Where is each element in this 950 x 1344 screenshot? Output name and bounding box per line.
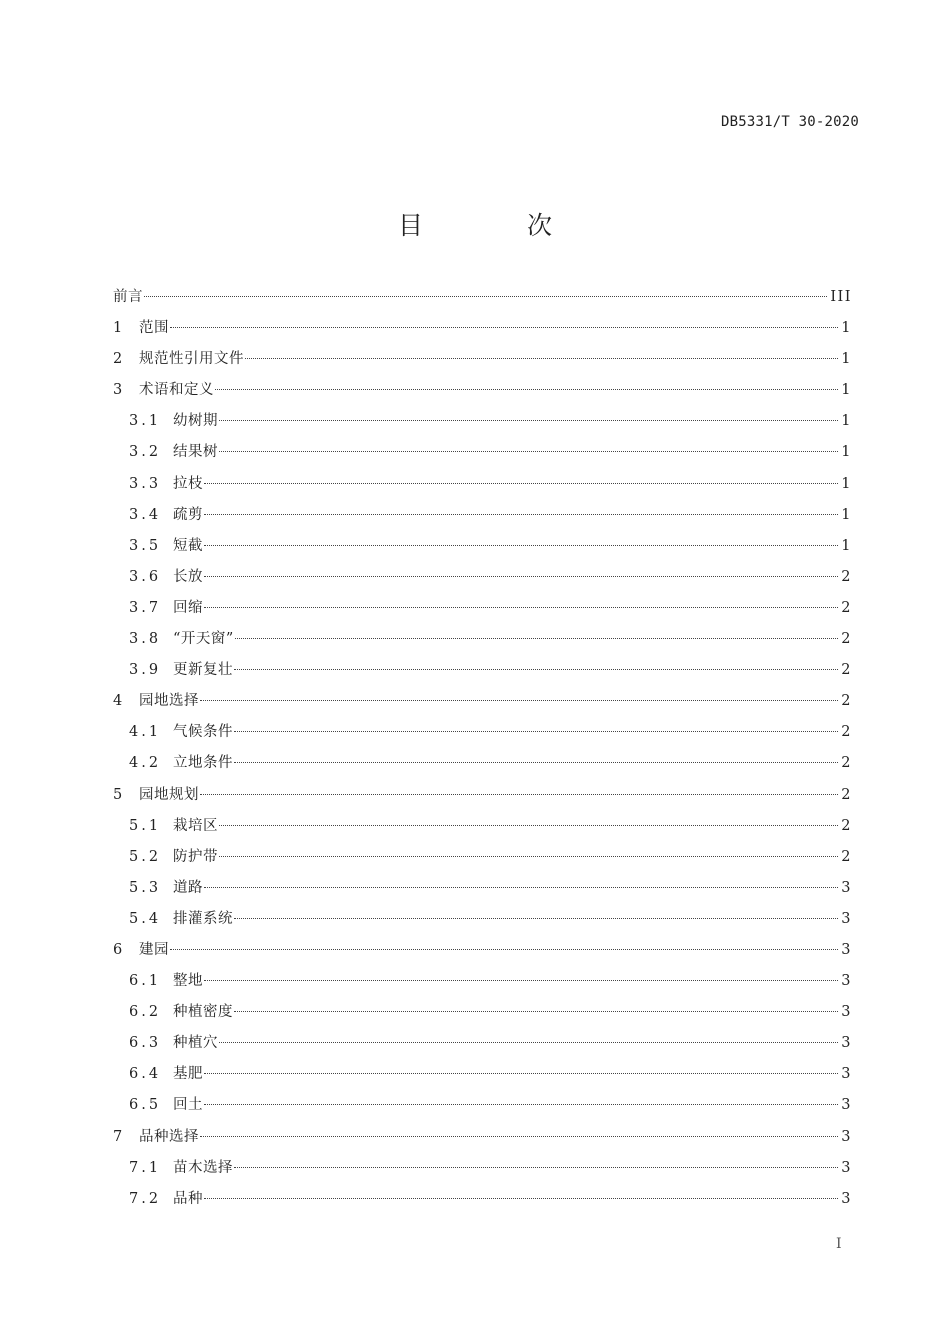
- toc-entry-title: 范围: [139, 320, 169, 337]
- toc-entry[interactable]: [113, 655, 852, 686]
- toc-entry-page: 3: [841, 1004, 852, 1021]
- toc-entry-number: 4.2: [129, 755, 162, 772]
- toc-entry-title: 种植穴: [173, 1035, 218, 1052]
- toc-leader-dots: [219, 856, 838, 857]
- table-of-contents: [113, 282, 852, 1215]
- toc-entry-page: 2: [841, 599, 852, 616]
- toc-entry-page: 2: [841, 568, 852, 585]
- toc-entry-page: 3: [841, 1035, 852, 1052]
- toc-leader-dots: [234, 731, 838, 732]
- toc-leader-dots: [204, 545, 838, 546]
- toc-leader-dots: [204, 1198, 838, 1199]
- toc-entry-number: 2: [113, 351, 126, 368]
- toc-entry[interactable]: [113, 500, 852, 531]
- toc-entry[interactable]: [113, 344, 852, 375]
- toc-entry-page: 2: [841, 662, 852, 679]
- toc-entry-number: 3.7: [129, 599, 162, 616]
- toc-entry-title: 整地: [173, 973, 203, 990]
- toc-entry-number: 7.1: [129, 1159, 162, 1176]
- toc-entry-number: 6.5: [129, 1097, 162, 1114]
- toc-entry[interactable]: [113, 593, 852, 624]
- toc-entry-page: 3: [841, 1190, 852, 1207]
- toc-entry-title: 回缩: [173, 599, 203, 616]
- toc-entry-number: 5.1: [129, 817, 162, 834]
- toc-entry-number: 4: [113, 693, 126, 710]
- toc-entry-page: 2: [841, 786, 852, 803]
- toc-entry-page: 3: [841, 1097, 852, 1114]
- toc-entry[interactable]: [113, 780, 852, 811]
- toc-entry-title: 规范性引用文件: [139, 351, 244, 368]
- toc-leader-dots: [204, 607, 838, 608]
- toc-leader-dots: [234, 918, 838, 919]
- toc-entry-number: 5.4: [129, 910, 162, 927]
- toc-entry-page: 2: [841, 724, 852, 741]
- toc-entry-number: 6.3: [129, 1035, 162, 1052]
- toc-entry-number: 1: [113, 320, 126, 337]
- toc-entry-number: 6.2: [129, 1004, 162, 1021]
- toc-entry-number: 3: [113, 382, 126, 399]
- page-title: 目 次: [398, 211, 600, 240]
- toc-leader-dots: [170, 949, 838, 950]
- toc-entry[interactable]: [113, 313, 852, 344]
- toc-entry[interactable]: [113, 748, 852, 779]
- toc-leader-dots: [200, 1136, 838, 1137]
- toc-entry[interactable]: [113, 1090, 852, 1121]
- toc-entry-page: 1: [841, 506, 852, 523]
- toc-leader-dots: [204, 514, 838, 515]
- toc-entry-page: III: [830, 289, 852, 305]
- toc-entry[interactable]: [113, 935, 852, 966]
- toc-entry-number: 5.3: [129, 879, 162, 896]
- toc-entry[interactable]: [113, 717, 852, 748]
- toc-entry-page: 3: [841, 910, 852, 927]
- toc-entry-title: 建园: [139, 941, 169, 958]
- toc-entry[interactable]: [113, 375, 852, 406]
- toc-entry-page: 3: [841, 1159, 852, 1176]
- toc-entry-page: 1: [841, 475, 852, 492]
- toc-entry[interactable]: [113, 1184, 852, 1215]
- toc-leader-dots: [204, 576, 838, 577]
- toc-entry-number: 7: [113, 1128, 126, 1145]
- toc-entry[interactable]: [113, 1028, 852, 1059]
- toc-entry-title: 前言: [113, 289, 143, 305]
- toc-entry[interactable]: [113, 624, 852, 655]
- toc-entry[interactable]: [113, 406, 852, 437]
- toc-entry-title: 品种: [173, 1190, 203, 1207]
- toc-leader-dots: [219, 420, 838, 421]
- toc-entry-title: 回土: [173, 1097, 203, 1114]
- toc-entry-title: 道路: [173, 879, 203, 896]
- toc-entry-title: 拉枝: [173, 475, 203, 492]
- toc-entry[interactable]: [113, 1122, 852, 1153]
- toc-entry-page: 3: [841, 973, 852, 990]
- toc-leader-dots: [235, 638, 838, 639]
- toc-entry-number: 5.2: [129, 848, 162, 865]
- toc-entry[interactable]: [113, 811, 852, 842]
- toc-leader-dots: [204, 887, 838, 888]
- toc-entry-title: 防护带: [173, 848, 218, 865]
- toc-entry-page: 3: [841, 941, 852, 958]
- toc-entry-page: 1: [841, 413, 852, 430]
- toc-leader-dots: [219, 451, 838, 452]
- toc-entry-page: 2: [841, 693, 852, 710]
- toc-entry-page: 1: [841, 351, 852, 368]
- toc-leader-dots: [234, 1011, 838, 1012]
- document-code: DB5331/T 30-2020: [720, 114, 859, 130]
- toc-entry-page: 3: [841, 1066, 852, 1083]
- toc-entry-number: 3.2: [129, 444, 162, 461]
- toc-entry-page: 3: [841, 879, 852, 896]
- toc-entry[interactable]: [113, 966, 852, 997]
- toc-entry-title: 术语和定义: [139, 382, 214, 399]
- toc-entry[interactable]: [113, 997, 852, 1028]
- toc-entry-page: 2: [841, 848, 852, 865]
- toc-entry-title: 长放: [173, 568, 203, 585]
- toc-leader-dots: [215, 389, 838, 390]
- toc-entry-title: 疏剪: [173, 506, 203, 523]
- toc-entry-number: 3.1: [129, 413, 162, 430]
- toc-entry[interactable]: [113, 562, 852, 593]
- toc-entry-title: “开天窗”: [173, 631, 234, 648]
- toc-entry[interactable]: [113, 904, 852, 935]
- toc-leader-dots: [170, 327, 838, 328]
- toc-entry-number: 4.1: [129, 724, 162, 741]
- toc-entry-title: 基肥: [173, 1066, 203, 1083]
- toc-entry[interactable]: [113, 1153, 852, 1184]
- toc-leader-dots: [204, 1104, 838, 1105]
- toc-entry-page: 1: [841, 320, 852, 337]
- toc-leader-dots: [219, 1042, 838, 1043]
- toc-entry-title: 栽培区: [173, 817, 218, 834]
- toc-leader-dots: [219, 825, 838, 826]
- toc-entry-page: 2: [841, 755, 852, 772]
- page-number: I: [836, 1236, 842, 1252]
- toc-entry-title: 排灌系统: [173, 910, 233, 927]
- toc-leader-dots: [234, 1167, 838, 1168]
- toc-entry-number: 6: [113, 941, 126, 958]
- toc-leader-dots: [204, 1073, 838, 1074]
- toc-entry-page: 1: [841, 444, 852, 461]
- toc-leader-dots: [200, 700, 838, 701]
- toc-entry-title: 园地选择: [139, 693, 199, 710]
- toc-entry-number: 5: [113, 786, 126, 803]
- toc-entry-title: 苗木选择: [173, 1159, 233, 1176]
- toc-entry-title: 幼树期: [173, 413, 218, 430]
- toc-leader-dots: [204, 980, 838, 981]
- toc-entry-title: 短截: [173, 537, 203, 554]
- toc-leader-dots: [200, 794, 838, 795]
- toc-leader-dots: [234, 762, 838, 763]
- toc-entry-number: 3.3: [129, 475, 162, 492]
- toc-entry-page: 3: [841, 1128, 852, 1145]
- toc-entry-page: 2: [841, 631, 852, 648]
- toc-entry-number: 3.5: [129, 537, 162, 554]
- toc-entry-number: 6.4: [129, 1066, 162, 1083]
- toc-leader-dots: [144, 296, 827, 297]
- toc-entry[interactable]: [113, 437, 852, 468]
- toc-entry-title: 种植密度: [173, 1004, 233, 1021]
- toc-entry-number: 3.6: [129, 568, 162, 585]
- toc-entry-page: 1: [841, 537, 852, 554]
- toc-entry[interactable]: [113, 469, 852, 500]
- toc-entry-title: 立地条件: [173, 755, 233, 772]
- toc-leader-dots: [204, 483, 838, 484]
- toc-entry-title: 结果树: [173, 444, 218, 461]
- toc-entry-title: 园地规划: [139, 786, 199, 803]
- toc-entry[interactable]: [113, 873, 852, 904]
- toc-entry-title: 品种选择: [139, 1128, 199, 1145]
- toc-entry-number: 3.8: [129, 631, 162, 648]
- toc-entry[interactable]: [113, 1059, 852, 1090]
- toc-entry[interactable]: [113, 282, 852, 313]
- toc-entry-number: 3.4: [129, 506, 162, 523]
- toc-leader-dots: [234, 669, 838, 670]
- toc-entry[interactable]: [113, 531, 852, 562]
- toc-entry-title: 更新复壮: [173, 662, 233, 679]
- toc-entry-number: 3.9: [129, 662, 162, 679]
- toc-entry-page: 1: [841, 382, 852, 399]
- toc-entry-number: 7.2: [129, 1190, 162, 1207]
- toc-leader-dots: [245, 358, 838, 359]
- toc-entry[interactable]: [113, 686, 852, 717]
- toc-entry-page: 2: [841, 817, 852, 834]
- toc-entry-title: 气候条件: [173, 724, 233, 741]
- toc-entry[interactable]: [113, 842, 852, 873]
- toc-entry-number: 6.1: [129, 973, 162, 990]
